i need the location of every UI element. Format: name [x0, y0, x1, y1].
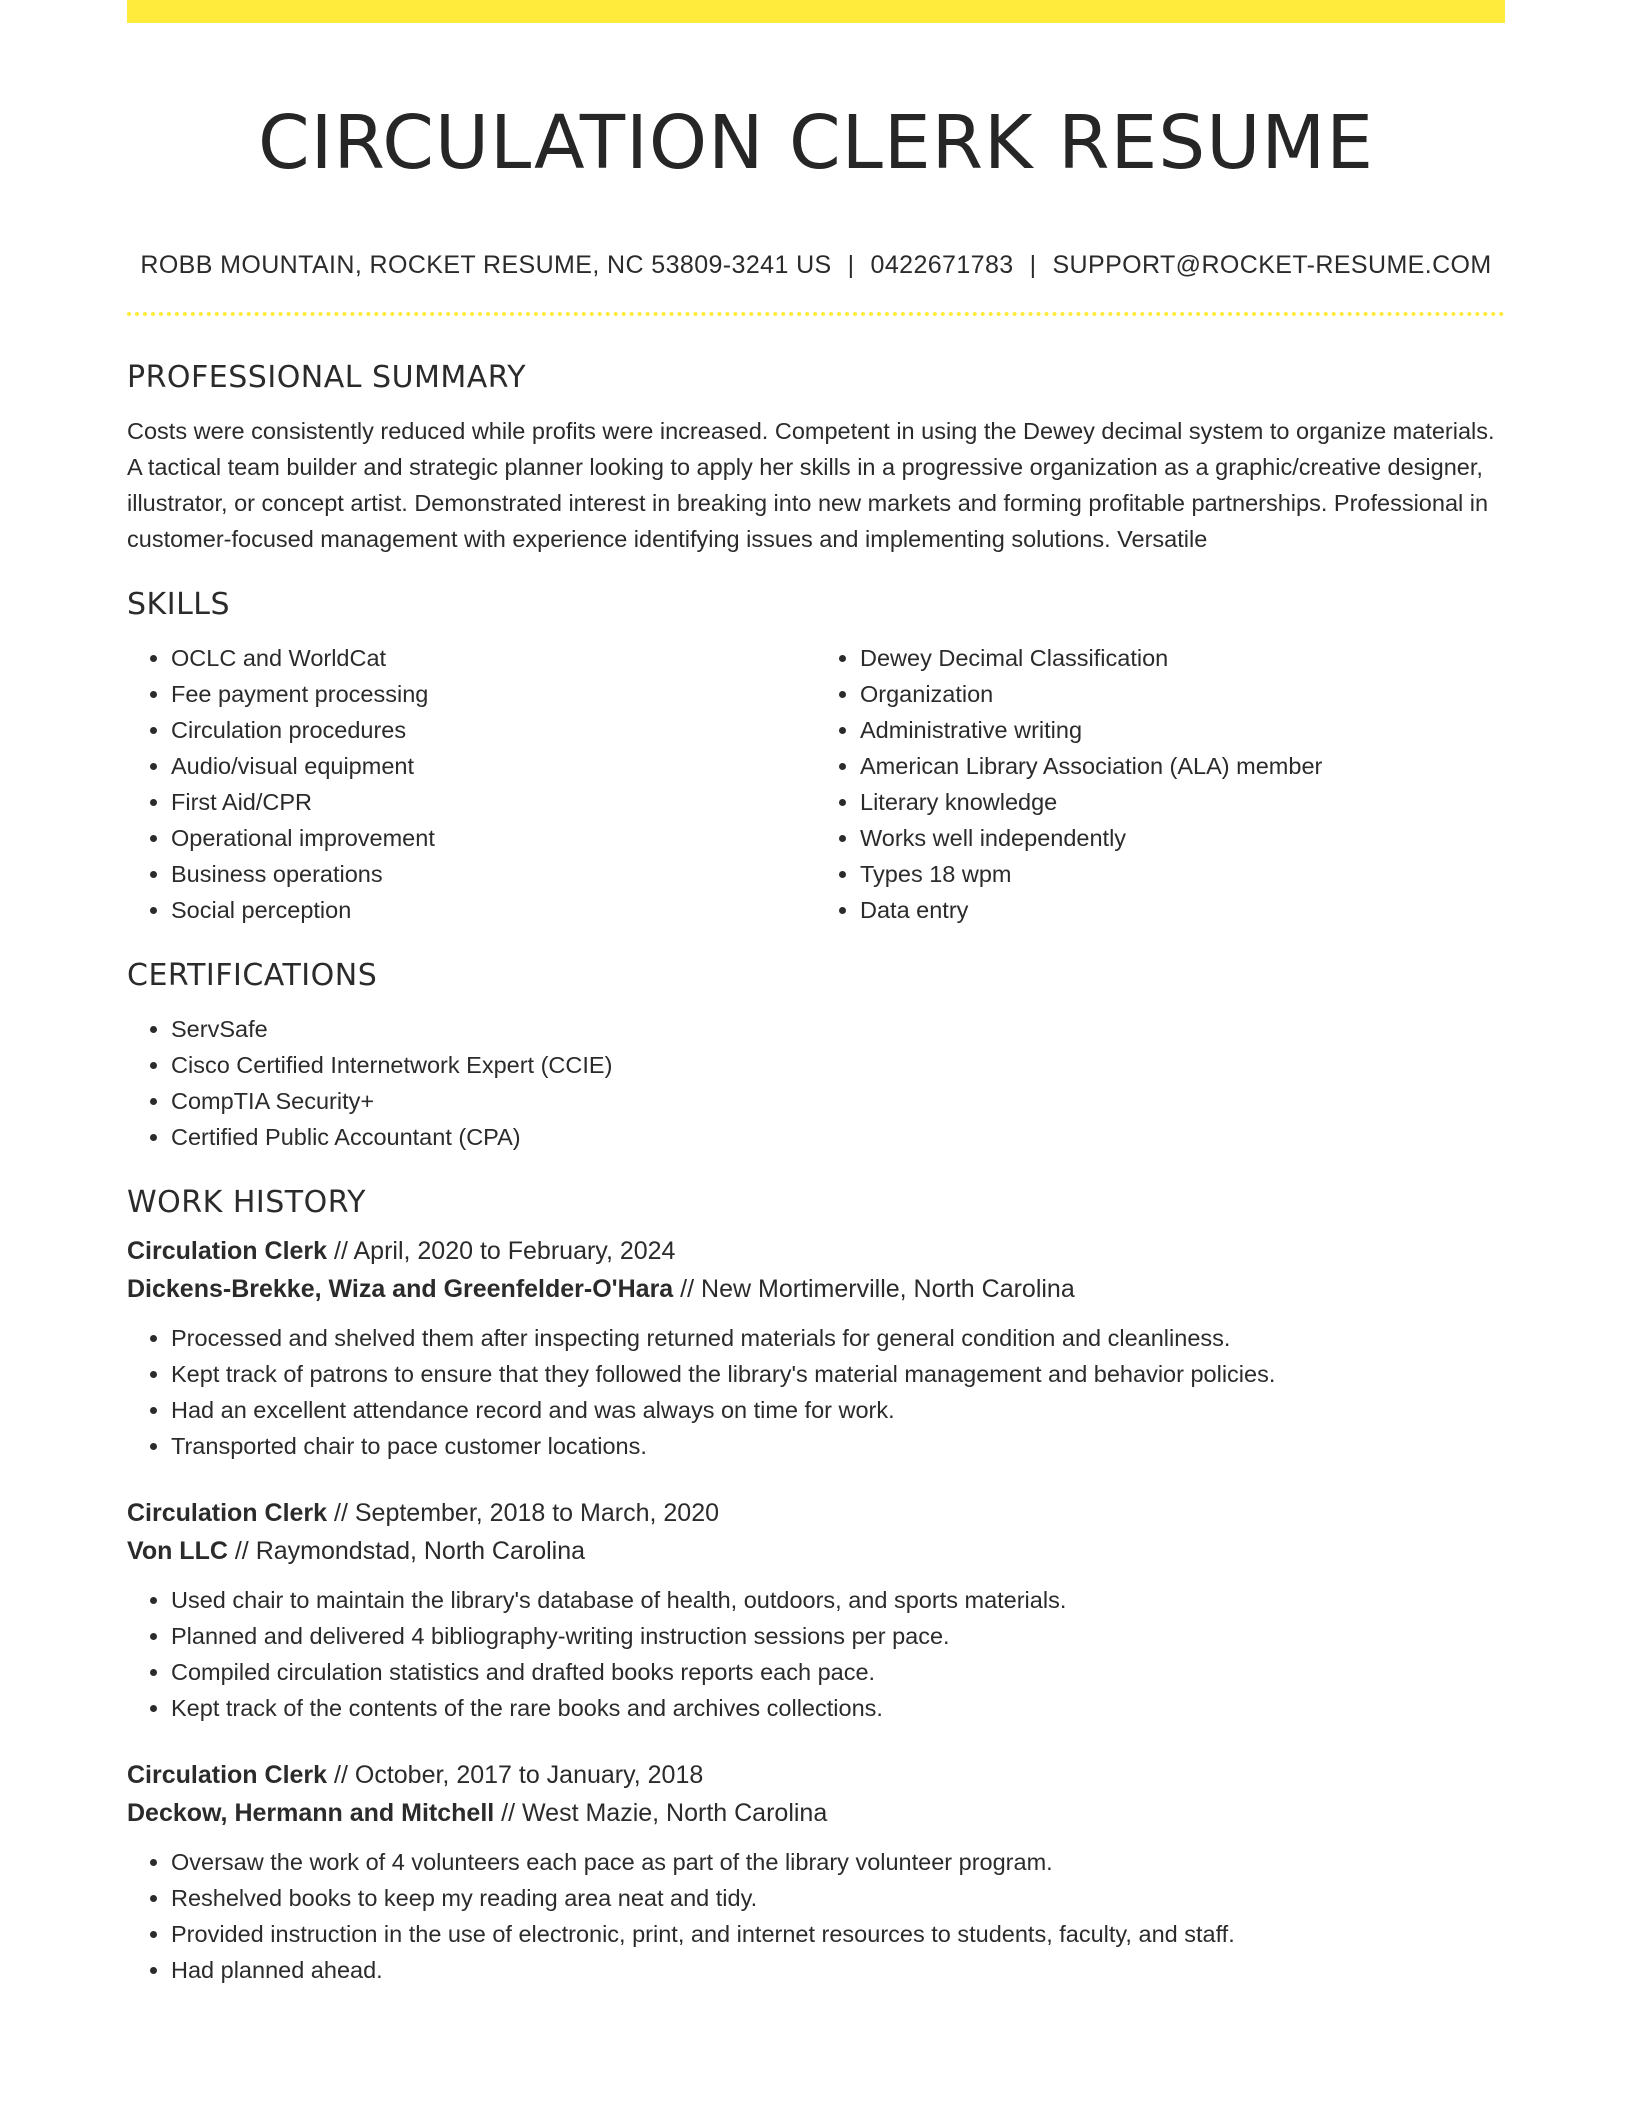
resume-page — [127, 0, 1505, 1988]
job-entry — [127, 1232, 1505, 1464]
skill-item: • First Aid/CPR — [171, 784, 816, 820]
job-title-line — [127, 1756, 1505, 1794]
skills-heading: SKILLS — [127, 587, 231, 622]
skill-item: • Audio/visual equipment — [171, 748, 816, 784]
skill-item: • Fee payment processing — [171, 676, 816, 712]
job-bullet: • Kept track of patrons to ensure that they followed the library's material management and behavior policies. — [171, 1356, 1505, 1392]
certification-item: • Certified Public Accountant (CPA) — [171, 1119, 1505, 1155]
job-separator: // — [334, 1499, 348, 1527]
skill-item: • Social perception — [171, 892, 816, 928]
resume-title: CIRCULATION CLERK RESUME — [257, 100, 1375, 186]
skills-section — [127, 587, 1505, 928]
job-dates: October, 2017 to January, 2018 — [354, 1761, 704, 1789]
job-bullets — [127, 1582, 1505, 1726]
skill-item: • Operational improvement — [171, 820, 816, 856]
job-bullet: • Had an excellent attendance record and was always on time for work. — [171, 1392, 1505, 1428]
skills-list-right — [816, 640, 1505, 928]
summary-text: Costs were consistently reduced while profits were increased. Competent in using the Dewey decimal system to organize materials. A tactical team builder and strategic planner looking to apply her skills in a progressive organization as a graphic/creative designer, illustrator, or concept artist. Demonstrated interest in breaking into new markets and forming profitable partnerships. Professional in customer-focused management with experience identifying issues and implementing solutions. Versatile — [127, 418, 1495, 552]
skills-list-left — [127, 640, 816, 928]
summary-section — [127, 360, 1505, 557]
contact-email: SUPPORT@ROCKET-RESUME.COM — [1052, 251, 1492, 279]
job-company: Dickens-Brekke, Wiza and Greenfelder-O'Hara — [127, 1275, 674, 1303]
job-location: West Mazie, North Carolina — [522, 1799, 828, 1827]
work-history-section — [127, 1185, 1505, 1988]
job-bullet: • Had planned ahead. — [171, 1952, 1505, 1988]
contact-separator: | — [1029, 251, 1037, 279]
job-bullet: • Transported chair to pace customer locations. — [171, 1428, 1505, 1464]
job-bullet: • Planned and delivered 4 bibliography-writing instruction sessions per pace. — [171, 1618, 1505, 1654]
job-title: Circulation Clerk — [127, 1237, 328, 1265]
job-bullet: • Processed and shelved them after inspecting returned materials for general condition and cleanliness. — [171, 1320, 1505, 1356]
skill-item: • Administrative writing — [860, 712, 1505, 748]
job-bullet: • Oversaw the work of 4 volunteers each pace as part of the library volunteer program. — [171, 1844, 1505, 1880]
contact-address: ROBB MOUNTAIN, ROCKET RESUME, NC 53809-3241 US — [140, 251, 832, 279]
job-title: Circulation Clerk — [127, 1499, 328, 1527]
job-company: Deckow, Hermann and Mitchell — [127, 1799, 495, 1827]
skill-item: • Dewey Decimal Classification — [860, 640, 1505, 676]
job-separator: // — [334, 1761, 348, 1789]
certification-item: • CompTIA Security+ — [171, 1083, 1505, 1119]
job-bullet: • Provided instruction in the use of electronic, print, and internet resources to students, faculty, and staff. — [171, 1916, 1505, 1952]
skill-item: • Business operations — [171, 856, 816, 892]
certifications-section — [127, 958, 1505, 1155]
certification-item: • Cisco Certified Internetwork Expert (CCIE) — [171, 1047, 1505, 1083]
skill-item: • American Library Association (ALA) member — [860, 748, 1505, 784]
contact-separator: | — [847, 251, 855, 279]
contact-line — [127, 251, 1505, 280]
job-dates: April, 2020 to February, 2024 — [353, 1237, 676, 1265]
job-bullet: • Kept track of the contents of the rare books and archives collections. — [171, 1690, 1505, 1726]
job-separator: // — [680, 1275, 695, 1303]
skills-columns — [127, 640, 1505, 928]
job-location: New Mortimerville, North Carolina — [701, 1275, 1075, 1303]
job-entry — [127, 1494, 1505, 1726]
job-bullets — [127, 1320, 1505, 1464]
skill-item: • OCLC and WorldCat — [171, 640, 816, 676]
skill-item: • Circulation procedures — [171, 712, 816, 748]
job-entry — [127, 1756, 1505, 1988]
job-bullet: • Used chair to maintain the library's database of health, outdoors, and sports materials. — [171, 1582, 1505, 1618]
job-bullet: • Reshelved books to keep my reading area neat and tidy. — [171, 1880, 1505, 1916]
job-bullet: • Compiled circulation statistics and drafted books reports each pace. — [171, 1654, 1505, 1690]
job-bullets — [127, 1844, 1505, 1988]
skill-item: • Literary knowledge — [860, 784, 1505, 820]
job-company-line — [127, 1270, 1505, 1308]
work-history-heading: WORK HISTORY — [127, 1185, 366, 1220]
skill-item: • Organization — [860, 676, 1505, 712]
skill-item: • Data entry — [860, 892, 1505, 928]
job-title: Circulation Clerk — [127, 1761, 328, 1789]
skill-item: • Types 18 wpm — [860, 856, 1505, 892]
job-title-line — [127, 1494, 1505, 1532]
job-title-line — [127, 1232, 1505, 1270]
dotted-divider — [127, 312, 1505, 316]
job-location: Raymondstad, North Carolina — [255, 1537, 586, 1565]
certifications-heading: CERTIFICATIONS — [127, 958, 378, 993]
certification-item: • ServSafe — [171, 1011, 1505, 1047]
top-accent-bar — [127, 0, 1505, 23]
job-separator: // — [334, 1237, 348, 1265]
job-company-line — [127, 1532, 1505, 1570]
job-dates: September, 2018 to March, 2020 — [354, 1499, 719, 1527]
skill-item: • Works well independently — [860, 820, 1505, 856]
contact-phone: 0422671783 — [870, 251, 1014, 279]
job-separator: // — [234, 1537, 249, 1565]
certifications-list — [127, 1011, 1505, 1155]
job-separator: // — [501, 1799, 516, 1827]
job-company: Von LLC — [127, 1537, 228, 1565]
job-company-line — [127, 1794, 1505, 1832]
summary-heading: PROFESSIONAL SUMMARY — [127, 360, 527, 395]
